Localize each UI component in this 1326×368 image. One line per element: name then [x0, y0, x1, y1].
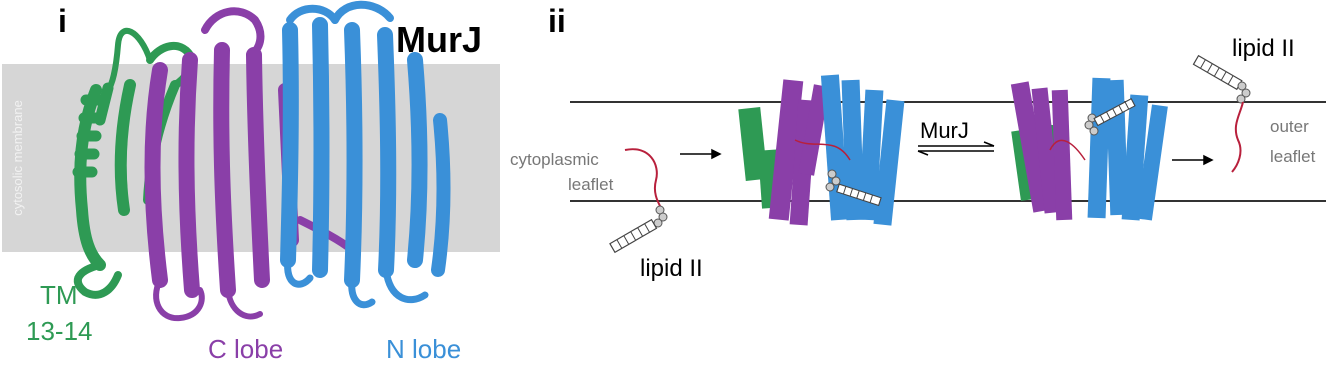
- lipid-headgroup-right: [1237, 82, 1250, 103]
- equilibrium-arrows: [918, 142, 994, 155]
- panel-ii: [510, 3, 1326, 282]
- murj-title: MurJ: [396, 19, 483, 60]
- c-lobe-label: C lobe: [208, 334, 284, 364]
- panel-i: [2, 3, 500, 364]
- lipid-tail-right: [1232, 102, 1243, 172]
- glycan-chain-left: [610, 220, 657, 253]
- outer-leaflet-line1: outer: [1270, 117, 1309, 136]
- murj-transition-label: MurJ: [920, 118, 969, 143]
- cytoplasmic-leaflet-line1: cytoplasmic: [510, 150, 599, 169]
- inward-blue-helices: [821, 75, 905, 226]
- lipid-headgroup-left: [654, 206, 667, 227]
- arrow-out-of-protein: [1172, 156, 1212, 164]
- cytoplasmic-leaflet-line2: leaflet: [568, 175, 614, 194]
- murj-outward-cartoon: [1011, 78, 1168, 221]
- tm-label-line2: 13-14: [26, 316, 93, 346]
- panel-ii-label: ii: [548, 3, 566, 39]
- outward-blue-helices: [1088, 78, 1168, 221]
- panel-i-label: i: [58, 3, 67, 39]
- lipid-ii-bottom-label: lipid II: [640, 255, 703, 282]
- lipid-ii-right: [1194, 56, 1251, 172]
- lipid-ii-top-label: lipid II: [1232, 35, 1295, 62]
- membrane-label: cytosolic membrane: [10, 100, 25, 216]
- n-lobe-label: N lobe: [386, 334, 462, 364]
- outer-leaflet-line2: leaflet: [1270, 147, 1316, 166]
- murj-inward-cartoon: [738, 75, 904, 226]
- tm-label-line1: TM: [40, 280, 78, 310]
- arrow-into-protein: [680, 150, 720, 158]
